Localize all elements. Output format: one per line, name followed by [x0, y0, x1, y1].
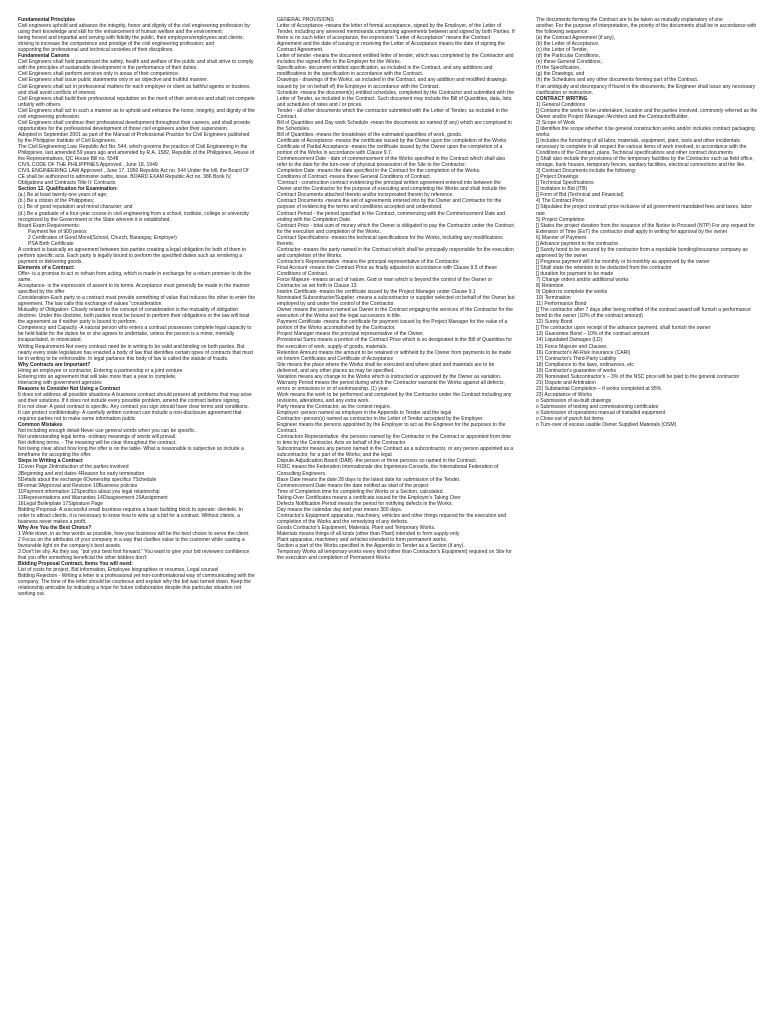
- text-line: Goods Contractor's Equipment, Materials, Plant and Temporary Works.: [277, 524, 436, 531]
- text-line: Taking-Over Certificates means a certificate issued for the Employer's Taking Over: [277, 494, 461, 501]
- column-contract-writing: [536, 17, 758, 657]
- text-line: GENERAL PROVISIONS: [277, 17, 334, 23]
- text-line: Completion Date -means the date specified in the Contract for the completion of the Works.: [277, 168, 481, 175]
- section-heading: CONTRACT WRITING: [536, 95, 588, 102]
- text-line: Commencement Date means the date notified as start of the project: [277, 482, 429, 489]
- text-line: 3) Contract Documents include the following:: [536, 168, 637, 175]
- text-line: 12) Surety Bond: [536, 319, 573, 326]
- text-line: Civil Engineers shall hold paramount the safety, health and welfare of the public and shall strive to comply with the principles of sustainable development in the performance of their duties.: [18, 59, 254, 72]
- text-line: Tender - all other documents which the contractor submitted with the Letter of Tender, as included in the Contract.: [277, 107, 509, 120]
- text-line: Bill of Quantities and Day work Schedule -mean the documents so named (if any) which are comprised in the Schedules.: [277, 119, 512, 132]
- text-line: [] The contractor after 7 days after being notified of the contract award will furnish a performance bond to the owner (10% of the contract amount): [536, 307, 751, 320]
- text-line: striving to increase the competence and prestige of the civil engineering profession; and: [18, 41, 215, 48]
- text-line: 1 Write down, in as few words as possible, how your business will be the best choice to serve the client.: [18, 530, 250, 537]
- text-line: (b.) Be a citizen of the Philippines;: [18, 198, 95, 205]
- text-line: It is not clear- A good contract is specific. Any contract you sign should have clear terms and conditions.: [18, 404, 249, 410]
- section-heading: Why Contracts are Important?: [18, 361, 91, 368]
- text-line: Final Account -means the Contract Price as finally adjusted in accordance with Clause 9.5 of these Conditions of Contract.: [277, 264, 497, 277]
- section-heading: Bidding Proposal Contract, Items You will need:: [18, 561, 133, 568]
- text-line: Civil engineers uphold and advance the integrity, honor and dignity of the civil engineering profession by:: [18, 23, 252, 30]
- text-line: Contract Period - the period specified in the Contract, commencing with the Commencement Date and ending with the Completion Date.: [277, 210, 506, 223]
- text-line: (b) the Letter of Acceptance,: [536, 41, 600, 48]
- section-heading: Section 12. Qualification for Examination:: [18, 186, 118, 193]
- text-line: Nominated Subcontractor/Supplier -means a subcontractor or supplier selected on behalf of the Owner but employed by and under the control of the Contractor.: [277, 295, 515, 308]
- text-line: Not defining terms. - The meaning will be clear throughout the contract.: [18, 440, 177, 447]
- text-line: 13Representations and Warranties 14Disagreement 15Assignment: [18, 494, 168, 501]
- text-line: 1) General Conditions: [536, 101, 586, 108]
- text-line: o Submission of operations manual of installed equipment: [536, 410, 666, 417]
- text-line: 21) Dispute and Arbitration: [536, 379, 596, 386]
- text-line: 2 Focus on the attributes of your company in a way that clarifies value to the customer while casting a favourable light on the company's best assets.: [18, 537, 245, 550]
- text-line: Employer -person named as employer in the Appendix to Tender and the legal: [277, 410, 452, 417]
- text-line: Materials means things of all kinds (other than Plant) intended to form supply-only: [277, 530, 460, 537]
- text-line: 19) Contractor's guarantee of works: [536, 367, 617, 374]
- text-line: CIVIL CODE OF THE PHILIPPINES Approved , June 18, 1949: [18, 162, 158, 169]
- text-line: (a.) Be at least twenty-one years of age;: [18, 192, 108, 199]
- text-line: [] Includes the furnishing of all labor, materials, equipment, plant, tools and other incidentals necessary to complete in all respect the various items of work involved, in accordance with the Conditions of the Contract, plans, Technical specifications and other contract documents: [536, 137, 747, 157]
- text-line: (g) the Drawings, and: [536, 71, 585, 78]
- text-line: Civil Engineers shall perform services only in areas of their competence.: [18, 71, 180, 78]
- text-line: Hiring an employee or contractor, Entering a partnership or a joint venture: [18, 367, 183, 374]
- text-line: Plant apparatus, machinery and vehicles intended to form permanent works.: [277, 537, 448, 544]
- text-line: [] The contractor upon receipt of the advance payment, shall furnish the owner: [536, 325, 711, 332]
- section-heading: Reasons to Consider Not Using a Contract: [18, 385, 121, 392]
- text-line: 2) Scope of Work: [536, 119, 575, 126]
- text-line: Competency and Capacity -A natural person who enters a contract possesses complete legal capacity to be held liable for the duties he or she agrees to undertake, unless the person is a minor, mentally incapacitated, or intoxicated.: [18, 325, 252, 344]
- section-heading: Fundamental Principles: [18, 17, 75, 23]
- section-heading: Steps in Writing a Contract: [18, 458, 83, 465]
- text-line: Conditions of Contract -means these General Conditions of Contract.: [277, 174, 432, 181]
- text-line: It can protect confidentiality- A carefully written contract can include a non-disclosure agreement that requires parties not to make some information public: [18, 410, 242, 423]
- text-line: 1Cover Page 2Introduction of the parties involved: [18, 464, 129, 471]
- text-line: o Submission of testing and commissioning certificates: [536, 404, 659, 410]
- text-line: 8) Retention: [536, 283, 564, 290]
- text-line: 15) Force Majeure and Clauses: [536, 343, 607, 350]
- text-line: Day means the calendar day and year means 365 days.: [277, 506, 403, 513]
- text-line: 3 Don't be shy. As they say, "put your best foot forward." You want to give your bid reviewers confidence that you offer something beneficial the other bidders don't.: [18, 549, 250, 562]
- text-line: Offer- is a promise to act or refrain from acting, which is made in exchange for a return promise to do the same.: [18, 270, 252, 284]
- text-line: [] States the project duration from the issuance of the Notice to Proceed (NTP) For any request for Extension of Time (EoT) the contractor shall apply in writing for approval by the owner: [536, 222, 755, 235]
- text-line: 20) Nominated Subcontractor's – 3% of the NSC price will be paid to the general contractor: [536, 373, 740, 380]
- text-line: Contractor's Equipment apparatus, machinery, vehicles and other things required for the execution and completion of the Works and the remedying of any defects.: [277, 512, 507, 525]
- text-line: [] Shall state the retention to be deducted from the contractor: [536, 264, 672, 271]
- text-line: 2 Certificates of Good Moral(School, Church, Barangay, Employer): [28, 234, 177, 241]
- text-line: Letter of tender -means the document entitled letter of tender, which was completed by the Contractor and includes the signed offer to the Employer for the Works.: [277, 53, 514, 66]
- text-line: Work means the work to be performed and completed by the Contractor under the Contract including any revisions, alterations, and any extra work.: [277, 391, 512, 404]
- text-line: List of costs for project, Bid information, Employee biographies or resumes, Legal counsel: [18, 567, 219, 574]
- text-line: (a) the Contract Agreement (if any),: [536, 35, 616, 42]
- text-line: being honest and impartial and serving with fidelity the public, their employers/employees and clients;: [18, 35, 244, 42]
- text-line: 14) Liquidated Damages (LD): [536, 337, 603, 344]
- text-line: [] Progress payment will it be monthly or bi-monthly as approved by the owner: [536, 258, 710, 265]
- text-line: (d.) Be a graduate of a four-year course in civil engineering from a school, institute, college or university recognized by the Government or the State wherein it is established.: [18, 210, 249, 223]
- text-line: 7) Change orders and/or additional works: [536, 277, 629, 284]
- text-line: [] Shall also include the provisions of the temporary facilities by the Contractor such as field office, storage, bunk houses, temporary fences, sanitary facilities, electrical connections and the like.: [536, 156, 754, 169]
- text-line: Contractor -means the party named in the Contract which shall be principally responsible for the execution and completion of the Works.: [277, 246, 514, 259]
- text-line: Certificate of Acceptance -means the certificate issued by the Owner upon the completion of the Works: [277, 137, 507, 144]
- text-line: 11Payment information 12Specifics about you legal relationship: [18, 488, 160, 495]
- text-line: (d) the Particular Conditions,: [536, 53, 600, 60]
- text-line: o Close-out of punch list items: [536, 416, 604, 423]
- text-line: Civil Engineers shall continue their professional development throughout their careers, and shall provide opportunities for the professional development of those civil engineers under their supervision.: [18, 119, 251, 132]
- text-line: (f) the Specification,: [536, 65, 581, 72]
- text-line: Mutuality of Obligation- Closely related to the concept of consideration is the mutuality of obligation doctrine. Under this doctrine, both parties must be bound to perform their obligations or the law will treat the agreement as if neither party is bound to perform.: [18, 307, 250, 326]
- text-line: Variation means any change to the Works which is instructed or approved by the Owner as variation.: [277, 373, 502, 380]
- text-line: 16) Contractor's All-Risk Insurance (CARI): [536, 349, 631, 356]
- text-line: Not including enough detail-Never use general words when you can be specific.: [18, 428, 196, 435]
- text-line: Provisional Sums means a portion of the Contract Price which is so designated in the Bill of Quantities for the execution of work, supply of goods, materials.: [277, 337, 513, 350]
- text-line: Contractor -person(s) named as contractor in the Letter of Tender accepted by the Employer.: [277, 416, 484, 423]
- text-line: Interacting with government agencies: [18, 379, 102, 386]
- text-line: Force Majeure -means an act of nature, God or man which is beyond the control of the Owner or Contractor as set forth in Clause 13.: [277, 277, 493, 290]
- text-line: Bidding Proposal- A successful small business requires a basic building block to operate: clientele. In order to attract clients, it is necessary to know how to write up a bid for a contract. Without clients, a business never makes a profit.: [18, 506, 243, 525]
- text-line: Warranty Period means the period during which the Contractor warrants the Works against all defects, errors or omissions in or of workmanship. (1) year: [277, 379, 505, 392]
- text-line: Dispute Adjudication Board (DAB) -the person or three persons so named in the Contract.: [277, 458, 478, 465]
- column-general-provisions: [277, 17, 515, 1017]
- section-heading: Fundamental Canons: [18, 53, 70, 60]
- section-heading: Common Mistakes: [18, 422, 63, 429]
- section-heading: Elements of a Contract:: [18, 264, 75, 271]
- text-line: Certificate of Partial Acceptance -means the certificate issued by the Owner upon the completion of a portion of the Works in accordance with Clause 9.7.: [277, 143, 503, 157]
- text-line: Interim Certificate -means the certificate issued by the Project Manager under Clause 9.1: [277, 289, 476, 296]
- text-line: Base Date means the date 28 days to the latest date for submission of the Tender.: [277, 476, 461, 483]
- text-line: Contractor's Representative -means the principal representative of the Contractor.: [277, 258, 460, 265]
- text-line: 'Contract - construction contract evidencing the principal written agreement entered into between the Owner and the Contractor for the purpose of executing and completing the Works and shall include the Contract Documents attached thereto and/or incorporated therein by reference.: [277, 180, 507, 199]
- text-line: another. For the purpose of interpretation, the priority of the documents shall be in accordance with the following sequence:: [536, 23, 757, 36]
- text-line: Civil Engineers shall build their professional reputation on the merit of their services and shall not compete unfairly with others.: [18, 95, 255, 108]
- text-line: Civil Engineers shall act in professional matters for each employer or client as faithful agents or trustees, and shall avoid conflicts of interest.: [18, 83, 251, 96]
- text-line: [] Technical Specifications: [536, 180, 594, 187]
- text-line: 5) Project Completion: [536, 216, 585, 223]
- text-line: 9) Option to complete the works: [536, 289, 608, 296]
- text-line: Retention Amount means the amount to be retained or withheld by the Owner from payments to be made on Interim Certificates and Certificate of Acceptance: [277, 349, 512, 362]
- text-line: (c) the Letter of Tender,: [536, 47, 589, 54]
- text-line: Contract Price - total sum of money which the Owner is obligated to pay the Contractor under the Contract for the execution and completion of the Works.: [277, 222, 514, 235]
- text-line: Bill of Quantities -means the breakdown of the estimated quantities of work, goods.: [277, 131, 463, 138]
- text-line: Payment fee of 900 pesos: [28, 228, 87, 235]
- text-line: Temporary Works all temporary works every kind (other than Contractor's Equipment) required on Site for the execution and completion of Permanent Works: [277, 549, 512, 562]
- text-line: Writing Requirement-Not every contract need be in writing to be valid and binding on both parties. But nearly every state legislature has enacted a body of law that identifies certain types of contracts that must be in writing to be enforceable. In legal parlance this body of law is called the statute of frauds.: [18, 343, 254, 362]
- text-line: Board Exam Requirements:: [18, 222, 80, 229]
- text-line: Party means the Contractor, as the context require.: [277, 404, 392, 410]
- text-line: A contract is basically an agreement between two parties creating a legal obligation for both of them to perform specific acts. Each party is legally bound to perform the specified duties such as rendering a payment or delivering goods.: [18, 246, 247, 265]
- text-line: 8Format 9Approval and Revision 10Business policies: [18, 482, 138, 489]
- text-line: [] Surety bond to be secured by the contractor from a reputable bonding/insurance company as approved by the owner: [536, 246, 748, 259]
- text-line: supporting the professional and technical societies of their disciplines.: [18, 47, 174, 54]
- text-line: 10) Termination: [536, 295, 571, 302]
- text-line: 11) Performance Bond: [536, 301, 587, 308]
- text-line: Contractors Representative -the persons named by the Contractor in the Contract or appointed from time to time by the Contractor. Acts on behalf of the Contractor: [277, 434, 511, 447]
- text-line: If an ambiguity and discrepancy if found in the documents, the Engineer shall issue any necessary clarification or instruction.: [536, 83, 756, 96]
- text-line: 13) Guarantee Bond – 10% of the contract amount: [536, 331, 650, 338]
- text-line: (h) the Schedules and any other documents forming part of the Contract.: [536, 77, 699, 84]
- text-line: Adopted in September 2001 as part of the Manual of Professional Practice for Civil Engineers published by the Philippine Institute of Civil Engineers.: [18, 131, 250, 144]
- text-line: Subcontractor means any person named in the Contract as a subcontractor, or any person appointed as a subcontractor, for a part of the Works; and the legal: [277, 446, 514, 459]
- text-line: [] Identifies the scope whether it be general construction works and/or includes contract packaging works.: [536, 125, 755, 138]
- text-line: Commencement Date - date of commencement of the Works specified in the Contract which shall also refer to the date for the turn-over of physical possession of the Site to the Contractor.: [277, 156, 506, 169]
- text-line: The Civil Engineering Law, Republic Act No. 544, which governs the practice of Civil Engineering in the Philippines, last amended 59 years ago and amended by R.A. 1582, Republic of the Philippines, House of the Representatives, QC House Bill no. 5548: [18, 143, 255, 163]
- text-line: Schedule -means the document(s) entitled schedules, completed by the Contractor and submitted with the Letter of Tender, as included in the Contract. Such document may include the Bill of Quantities, data, lists, and schedules of rates and / or prices.: [277, 89, 515, 108]
- text-line: [] Invitation to Bid (ITB): [536, 186, 588, 193]
- text-line: Drawings - drawings of the Works, as included in the Contract, and any addition and modified drawings issued by (or on behalf of) the Employer in accordance with the Contract.: [277, 77, 507, 90]
- column-ethics-and-contracts: [18, 17, 256, 1017]
- text-line: [] Advance payment to the contractor: [536, 240, 619, 247]
- text-line: Consideration-Each party to a contract must provide something of value that induces the other to enter the agreement. The law calls this exchange of values "consideration: [18, 295, 256, 308]
- text-line: [] Project Drawings: [536, 174, 579, 181]
- text-line: Engineer means the persons appointed by the Employer to act as the Engineer for the purposes to the Contract.: [277, 422, 506, 435]
- text-line: o Turn-over of excess usable Owner Supplied Materials (OSM): [536, 422, 677, 429]
- text-line: 17) Contractor's Third-Party Liability: [536, 355, 617, 362]
- text-line: 4) The Contract Price: [536, 198, 584, 205]
- text-line: [] duration for payment to be made: [536, 270, 614, 277]
- text-line: CIVIL ENGINEERING LAW Approved , June 17, 1950 Republic Act no. 544 Under the bill, the Board Of CE shall be authorized to administer oaths, issue. BOARD EXAM Republic Act no. 386 Book IV, Obligations and Contracts Title II: Contracts: [18, 168, 249, 187]
- text-line: Bidding Rejection - Writing a letter is a professional yet non-confrontational way of communicating with the company. The tone of the letter should be courteous and explain why the bid was turned down. Keep the relationship amicable by indicating a hope for future collaboration despite this particular situation not working out.: [18, 573, 255, 598]
- text-line: o Submission of as-built drawings: [536, 397, 612, 404]
- text-line: Civil Engineers shall act in such a manner as to uphold and enhance the honor, integrity, and dignity of the civil engineering profession.: [18, 107, 255, 120]
- text-line: Not understanding legal terms- ordinary meanings of words will prevail.: [18, 434, 177, 441]
- text-line: Letter of Acceptance -means the letter of formal acceptance, signed by the Employer, of the Letter of Tender, including any annexed memoranda comprising agreements between and signed by both Parties. If there is no such letter of acceptance, the expression "Letter of Acceptance" means the Contract Agreement and the date of issuing or receiving the Letter of Acceptance means the date of signing the Contract Agreement.: [277, 23, 515, 54]
- text-line: Contract Documents -means the set of agreements entered into by the Owner and Contractor for the purpose of evidencing the terms and conditions accepted and understood.: [277, 198, 502, 211]
- text-line: 5Details about the exchange 6Ownership specifics 7Schedule: [18, 476, 157, 483]
- text-line: 3Beginning and end dates 4Reason for early termination: [18, 470, 145, 477]
- text-line: Specification- document entitled specification, as included in the Contract, and any additions and modifications to the specification in accordance with the Contract.: [277, 65, 493, 78]
- text-line: 22) Substantial Completion – if works completed at 95%: [536, 385, 662, 392]
- text-line: Payment Certificate -means the certificate for payment issued by the Project Manager for the value of a portion of the Works accomplished by the Contractor.: [277, 319, 508, 332]
- text-line: [] Contains the works to be undertaken, location and the parties involved, commonly referred as the Owner and/or Project Manager /Architect and the Contractor/Builder.: [536, 107, 758, 120]
- text-line: Acceptance- is the expression of assent to its terms. Acceptance must generally be made in the manner specified by the offer: [18, 283, 250, 296]
- text-line: The documents forming the Contract are to be taken as mutually explanatory of one: [536, 17, 723, 23]
- text-line: 16Legal Boilerplate 17Signature Page: [18, 500, 104, 507]
- text-line: 6) Manner of Payment: [536, 234, 586, 241]
- text-line: Not being clear about how long the offer is on the table- What is reasonable is subjective so include a timeframe for accepting the offer.: [18, 446, 244, 459]
- text-line: Project Manager means the principal representative of the Owner.: [277, 331, 424, 338]
- text-line: [] Stipulates the project contract price inclusive of all government mandated fees and taxes, labor rate.: [536, 204, 753, 217]
- text-line: 18) Compliance to the laws, ordinances, etc: [536, 361, 634, 368]
- text-line: Contract Specifications -means the technical specifications for the Works, including any modifications thereto.: [277, 234, 503, 247]
- text-line: using their knowledge and skill for the enhancement of human welfare and the environment;: [18, 29, 224, 36]
- text-line: Owner means the person named as Owner in the Contract engaging the services of the Contractor for the execution of the Works and the legal successors in title.: [277, 307, 513, 320]
- text-line: (c.) Be of good reputation and moral character; and: [18, 204, 133, 211]
- text-line: (e) these General Conditions,: [536, 59, 602, 66]
- text-line: PSA Birth Certificate: [28, 240, 74, 247]
- text-line: Site means the place where the Works shall be executed and where plant and materials are to be delivered, and any other places as may be specified.: [277, 361, 495, 374]
- text-line: FIDIC means the Federation Internationale des Ingenieurs-Conseils, the International Federation of Consulting Engineers.: [277, 464, 499, 477]
- text-line: 23) Acceptance of Works: [536, 391, 593, 398]
- text-line: Entering into an agreement that will take more than a year to complete,: [18, 373, 177, 380]
- text-line: Defects Notification Period means the period for notifying defects in the Works;: [277, 500, 453, 507]
- text-line: Section a part of the Works specified in the Appendix to Tender as a Section (if any).: [277, 543, 465, 550]
- text-line: Civil Engineers shall issue public statements only in an objective and truthful manner.: [18, 77, 208, 84]
- text-line: Time of Completion time for completing the Works or a Section, calculated.: [277, 488, 444, 495]
- text-line: It does not address all possible situations-A business contract should present all problems that may arise and their solutions. If it does not include every possible problem, amend the contract before signing.: [18, 391, 252, 404]
- text-line: [] Form of Bid (Technical and Financial): [536, 192, 624, 199]
- section-heading: Why Are You the Best Choice?: [18, 524, 92, 531]
